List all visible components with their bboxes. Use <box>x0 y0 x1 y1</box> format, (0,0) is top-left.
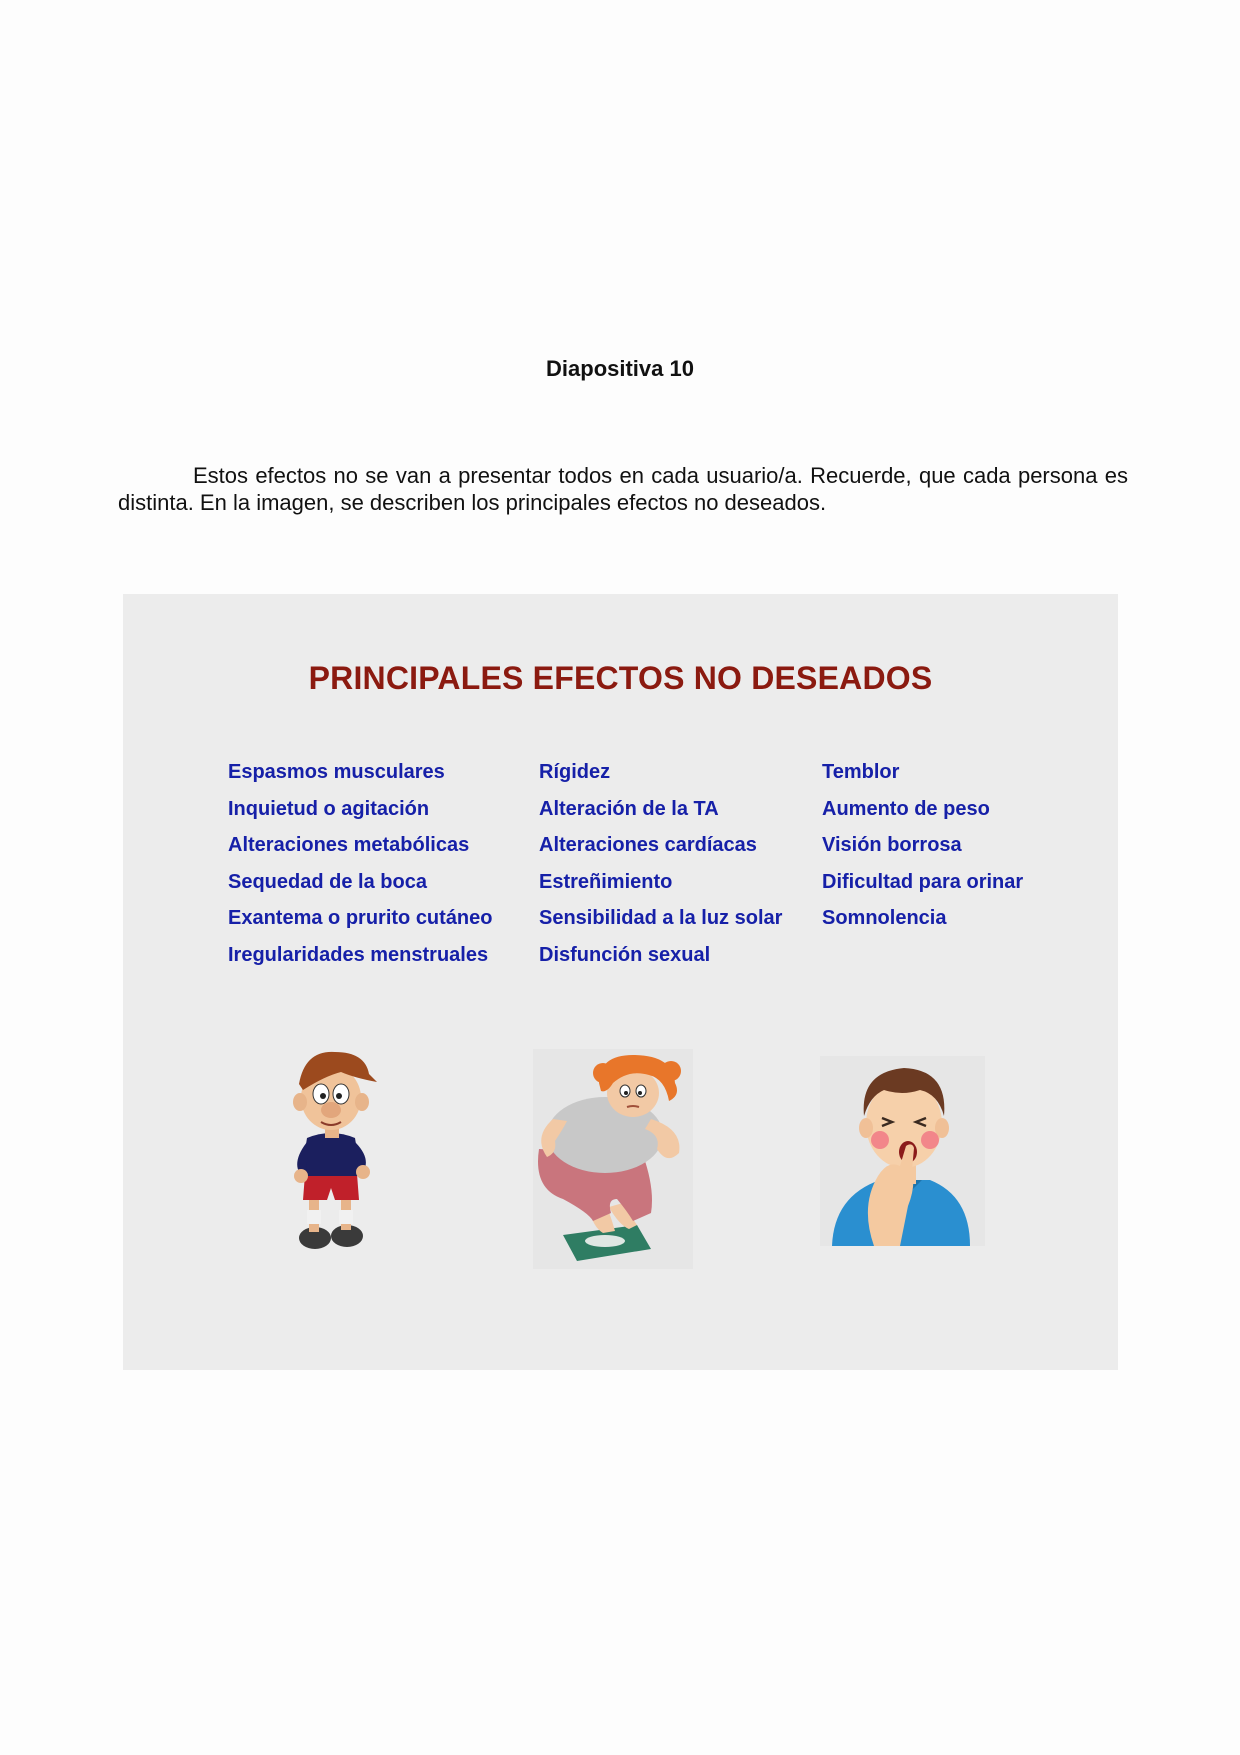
effect-item: Estreñimiento <box>539 870 673 893</box>
effect-item: Iregularidades menstruales <box>228 943 489 966</box>
effects-column-2 <box>539 760 782 979</box>
effect-item: Sequedad de la boca <box>228 870 427 893</box>
effect-item: Exantema o prurito cutáneo <box>228 907 493 929</box>
trembling-boy-illustration <box>285 1042 385 1256</box>
effect-item: Alteraciones metabólicas <box>228 834 470 856</box>
effects-column-3 <box>822 760 1023 943</box>
effect-item: Sensibilidad a la luz solar <box>539 907 783 929</box>
effect-item: Alteración de la TA <box>539 797 719 820</box>
intro-paragraph: Estos efectos no se van a presentar todos en cada usuario/a. Recuerde, que cada persona es distinta. En la imagen, se describen los principales efectos no deseados. <box>118 463 1128 515</box>
woman-on-scale-illustration <box>533 1049 693 1269</box>
effect-item: Temblor <box>822 761 900 783</box>
effect-item: Disfunción sexual <box>539 943 711 966</box>
slide-image <box>123 594 1118 1370</box>
yawning-man-illustration <box>820 1056 985 1246</box>
effect-item: Dificultad para orinar <box>822 870 1024 893</box>
effect-item: Somnolencia <box>822 907 947 929</box>
effect-item: Visión borrosa <box>822 834 962 856</box>
effect-item: Aumento de peso <box>822 797 990 820</box>
effect-item: Inquietud o agitación <box>228 797 430 820</box>
effect-item: Alteraciones cardíacas <box>539 834 757 856</box>
page-title: Diapositiva 10 <box>546 356 694 381</box>
effect-item: Espasmos musculares <box>228 761 445 783</box>
effects-column-1 <box>228 760 493 979</box>
effect-item: Rígidez <box>539 761 611 783</box>
slide-title: PRINCIPALES EFECTOS NO DESEADOS <box>308 660 933 696</box>
